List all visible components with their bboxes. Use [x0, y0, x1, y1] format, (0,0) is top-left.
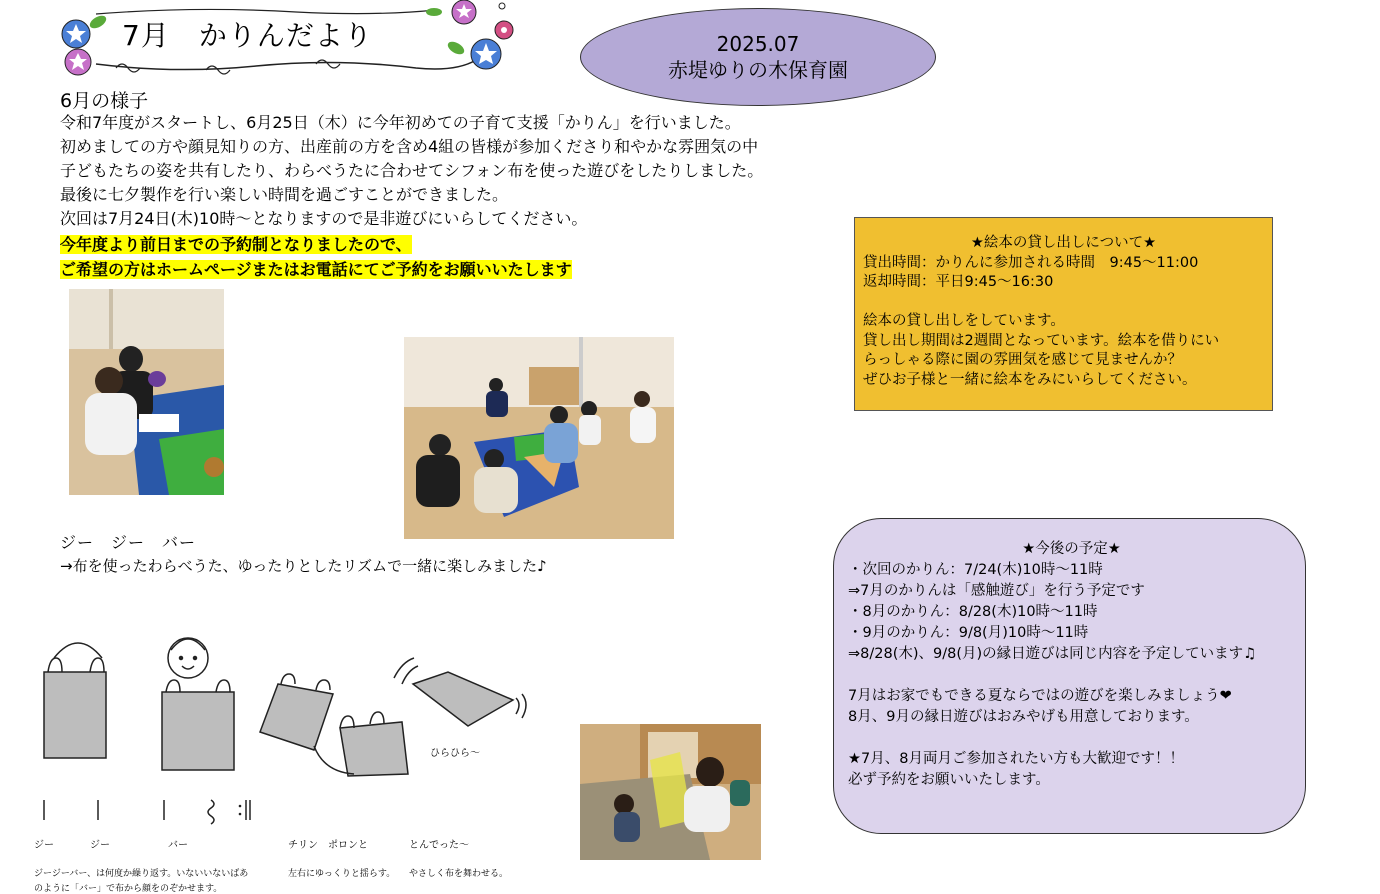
newsletter-title: 7月 かりんだより — [122, 19, 373, 52]
section-heading: 6月の様子 — [60, 90, 149, 112]
book-lending-spacer — [863, 293, 1264, 313]
schedule-line: ・9月のかりん：9/8(月)10時～11時 — [848, 625, 1089, 641]
book-lending-line: 返却時間：平日9:45～16:30 — [863, 274, 1054, 290]
rhythm-label: ジー — [90, 840, 110, 851]
schedule-box — [833, 518, 1306, 834]
report-line: 令和7年度がスタートし、6月25日（木）に今年初めての子育て支援「かりん」を行いました。 — [60, 113, 741, 132]
flower-left-bottom — [65, 49, 91, 75]
schedule-line: ・次回のかりん：7/24(木)10時～11時 — [848, 562, 1103, 578]
song-illustration — [28, 628, 548, 893]
activity-photo-3 — [580, 724, 761, 860]
title-banner — [56, 0, 516, 82]
book-lending-box — [854, 217, 1273, 411]
schedule-spacer — [848, 665, 1295, 686]
report-line: 子どもたちの姿を共有したり、わらべうたに合わせてシフォン布を使った遊びをしたりしました。 — [60, 161, 764, 180]
highlight-line: 今年度より前日までの予約制となりましたので、 — [60, 235, 412, 254]
book-lending-line: ぜひお子様と一緒に絵本をみにいらしてください。 — [863, 371, 1197, 388]
flower-left-top — [62, 20, 90, 48]
report-line: 最後に七夕製作を行い楽しい時間を過ごすことができました。 — [60, 185, 509, 204]
flower-right-top — [452, 0, 476, 24]
rhythm-label: バー — [168, 840, 188, 851]
book-lending-title: ★絵本の貸し出しについて★ — [970, 235, 1157, 251]
flower-right-small — [495, 21, 513, 39]
report-line: 初めましての方や顔見知りの方、出産前の方を含め4組の皆様が参加くださり和やかな雰囲気の中 — [60, 137, 759, 156]
song-title: ジー ジー バー — [60, 533, 197, 552]
activity-photo-2 — [404, 337, 674, 539]
flutter-label: ひらひら～ — [430, 748, 480, 759]
schedule-title: ★今後の予定★ — [1022, 541, 1121, 557]
illustration-note: のように「バー」で布から顔をのぞかせます。 — [34, 884, 223, 894]
flower-right-mid — [471, 39, 501, 69]
rhythm-label: とんでった～ — [409, 840, 469, 851]
book-lending-line: らっしゃる際に園の雰囲気を感じて見ませんか？ — [863, 352, 1182, 368]
highlight-line: ご希望の方はホームページまたはお電話にてご予約をお願いいたします — [60, 260, 572, 279]
schedule-line: ・8月のかりん：8/28(木)10時～11時 — [848, 604, 1098, 620]
book-lending-line: 絵本の貸し出しをしています。 — [863, 313, 1065, 329]
schedule-line: 8月、9月の縁日遊びはおみやげも用意しております。 — [848, 709, 1199, 725]
book-lending-line: 貸し出し期間は2週間となっています。絵本を借りにい — [863, 332, 1220, 349]
rhythm-label: ジー — [34, 840, 54, 851]
date-ellipse — [580, 8, 936, 106]
issue-date: 2025.07 — [716, 32, 800, 56]
book-lending-line: 貸出時間：かりんに参加される時間 9:45～11:00 — [863, 254, 1199, 271]
schedule-line: 必ず予約をお願いいたします。 — [848, 772, 1050, 788]
song-description: →布を使ったわらべうた、ゆったりとしたリズムで一緒に楽しみました♪ — [60, 557, 547, 575]
illustration-note: 左右にゆっくりと揺らす。 — [288, 869, 396, 879]
rhythm-label: チリン ポロンと — [288, 840, 368, 851]
report-line: 次回は7月24日(木)10時～となりますので是非遊びにいらしてください。 — [60, 209, 588, 228]
illustration-note: ジージーバー、は何度か繰り返す。いないいないばあ — [34, 869, 249, 879]
schedule-line: ★7月、8月両月ご参加されたい方も大歓迎です！！ — [848, 751, 1184, 767]
schedule-spacer — [848, 728, 1295, 749]
activity-photo-1 — [69, 289, 224, 495]
schedule-line: 7月はお家でもできる夏ならではの遊びを楽しみましょう❤ — [848, 688, 1232, 704]
organization-name: 赤堤ゆりの木保育園 — [668, 58, 848, 82]
schedule-line: ⇒7月のかりんは「感触遊び」を行う予定です — [848, 583, 1145, 599]
schedule-line: ⇒8/28(木)、9/8(月)の縁日遊びは同じ内容を予定しています♫ — [848, 646, 1257, 662]
illustration-note: やさしく布を舞わせる。 — [409, 869, 509, 879]
